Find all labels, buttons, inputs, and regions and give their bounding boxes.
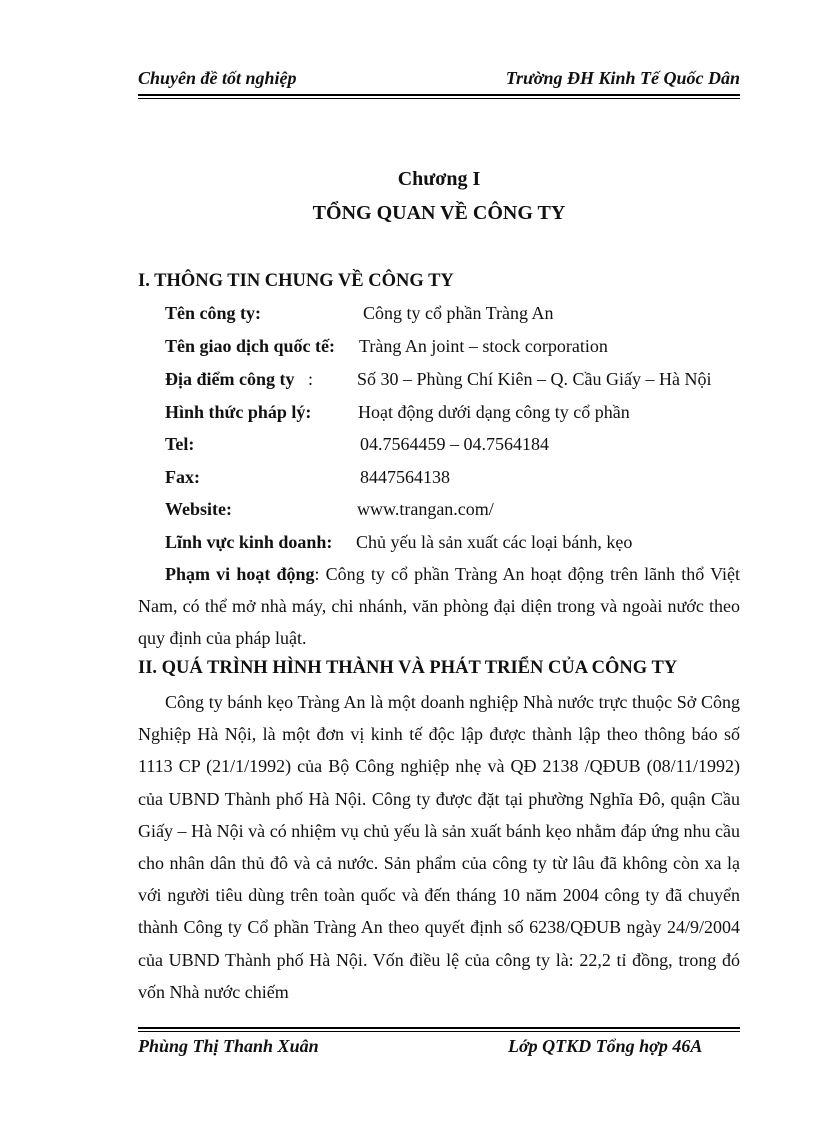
info-value: 8447564138	[360, 467, 450, 487]
page-header	[138, 68, 740, 90]
header-university: Trường ĐH Kinh Tế Quốc Dân	[505, 68, 740, 88]
info-label: Tên công ty:	[165, 303, 261, 323]
info-value: Hoạt động dưới dạng công ty cổ phần	[358, 402, 630, 422]
footer-class: Lớp QTKD Tổng hợp 46A	[508, 1036, 703, 1056]
info-label: Hình thức pháp lý:	[165, 402, 312, 422]
info-label: Địa điểm công ty	[165, 369, 295, 389]
info-value: Công ty cổ phần Tràng An	[363, 303, 554, 323]
footer-author: Phùng Thị Thanh Xuân	[138, 1036, 319, 1056]
header-rule-thin	[138, 98, 740, 99]
scope-text: : Công ty cổ phần Tràng An hoạt động trên lãnh thổ Việt Nam, có thể mở nhà máy, chi nhánh, văn phòng đại diện trong và ngoài nước theo quy định của pháp luật.	[138, 564, 741, 649]
info-value: www.trangan.com/	[357, 499, 494, 519]
info-label-colon: :	[308, 369, 314, 389]
page-footer	[138, 1036, 740, 1058]
info-label: Lĩnh vực kinh doanh:	[165, 532, 333, 552]
info-label: Tên giao dịch quốc tế:	[165, 336, 336, 356]
info-label: Website:	[165, 499, 232, 519]
footer-rule-thin	[138, 1031, 740, 1032]
section-1-heading: I. THÔNG TIN CHUNG VỀ CÔNG TY	[138, 271, 454, 291]
header-thesis-title: Chuyên đề tốt nghiệp	[138, 68, 297, 88]
info-value: Số 30 – Phùng Chí Kiên – Q. Cầu Giấy – Hà Nội	[357, 369, 712, 389]
scope-paragraph	[138, 558, 740, 655]
history-paragraph: Công ty bánh kẹo Tràng An là một doanh nghiệp Nhà nước trực thuộc Sở Công Nghiệp Hà Nội, là một đơn vị kinh tế độc lập được thành lập theo thông báo số 1113 CP (21/1/1992) của Bộ Công nghiệp nhẹ và QĐ 2138 /QĐUB (08/11/1992) của UBND Thành phố Hà Nội. Công ty được đặt tại phường Nghĩa Đô, quận Cầu Giấy – Hà Nội và có nhiệm vụ chủ yếu là sản xuất bánh kẹo nhằm đáp ứng nhu cầu cho nhân dân thủ đô và cả nước. Sản phẩm của công ty từ lâu đã không còn xa lạ với người tiêu dùng trên toàn quốc và đến tháng 10 năm 2004 công ty đã chuyển thành Công ty Cổ phần Tràng An theo quyết định số 6238/QĐUB ngày 24/9/2004 của UBND Thành phố Hà Nội. Vốn điều lệ của công ty là: 22,2 tỉ đồng, trong đó vốn Nhà nước chiếm	[138, 692, 740, 1002]
section-2-heading: II. QUÁ TRÌNH HÌNH THÀNH VÀ PHÁT TRIỂN CỦA CÔNG TY	[138, 658, 678, 678]
chapter-number: Chương I	[397, 168, 481, 190]
info-value: Chủ yếu là sản xuất các loại bánh, kẹo	[356, 532, 633, 552]
info-label: Tel:	[165, 434, 195, 454]
chapter-title: TỔNG QUAN VỀ CÔNG TY	[312, 202, 566, 224]
header-rule	[138, 94, 740, 96]
info-value: Tràng An joint – stock corporation	[359, 336, 608, 356]
footer-rule	[138, 1027, 740, 1029]
info-value: 04.7564459 – 04.7564184	[360, 434, 549, 454]
info-label: Fax:	[165, 467, 200, 487]
scope-label: Phạm vi hoạt động	[165, 564, 315, 584]
